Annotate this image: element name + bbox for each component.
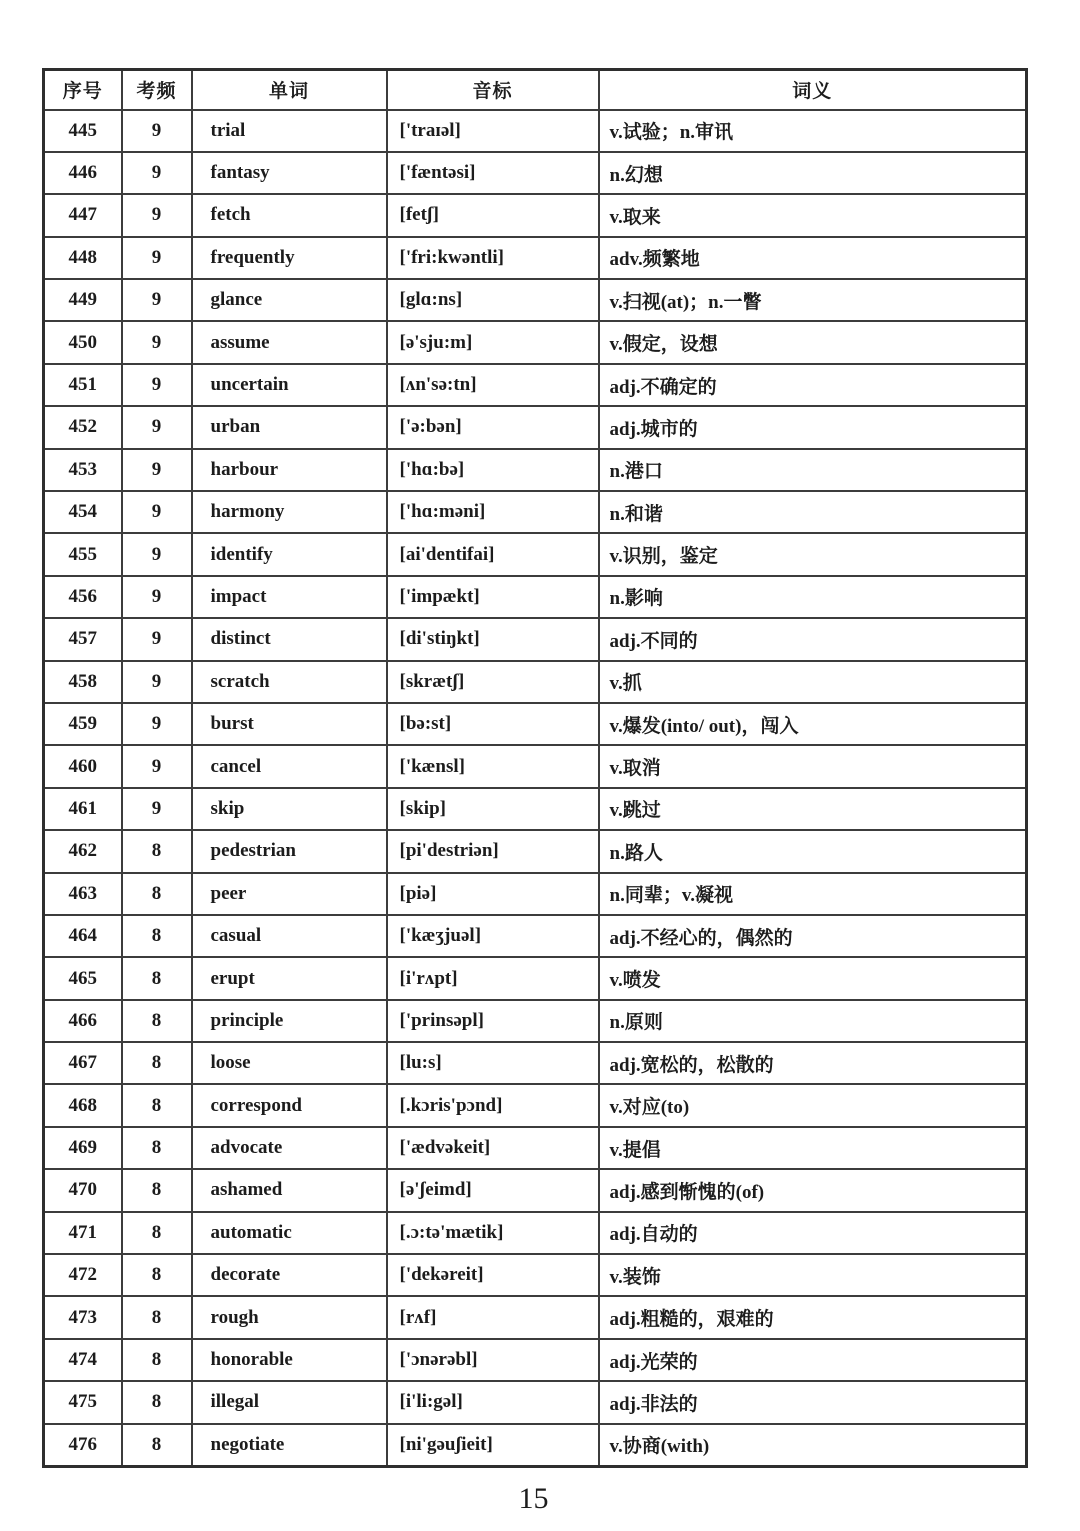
cell-serial-number: 468 xyxy=(44,1084,122,1126)
cell-phonetic: ['kænsl] xyxy=(387,745,599,787)
cell-phonetic: ['dekəreit] xyxy=(387,1254,599,1296)
cell-meaning: v.爆发(into/ out)，闯入 xyxy=(599,703,1027,745)
cell-word: erupt xyxy=(192,957,387,999)
cell-serial-number: 450 xyxy=(44,321,122,363)
cell-word: fetch xyxy=(192,194,387,236)
cell-meaning: adj.粗糙的，艰难的 xyxy=(599,1296,1027,1338)
table-row xyxy=(44,1212,1027,1254)
header-cell-meaning: 词义 xyxy=(599,70,1027,110)
table-row xyxy=(44,745,1027,787)
cell-meaning: n.影响 xyxy=(599,576,1027,618)
cell-meaning: v.识别，鉴定 xyxy=(599,533,1027,575)
cell-serial-number: 471 xyxy=(44,1212,122,1254)
cell-word: identify xyxy=(192,533,387,575)
table-row xyxy=(44,1169,1027,1211)
table-row xyxy=(44,1296,1027,1338)
table-row xyxy=(44,788,1027,830)
cell-meaning: v.扫视(at)；n.一瞥 xyxy=(599,279,1027,321)
cell-phonetic: [i'li:gəl] xyxy=(387,1381,599,1423)
table-row xyxy=(44,321,1027,363)
cell-word: uncertain xyxy=(192,364,387,406)
cell-frequency: 8 xyxy=(122,1127,192,1169)
cell-frequency: 9 xyxy=(122,745,192,787)
cell-frequency: 9 xyxy=(122,661,192,703)
table-row xyxy=(44,449,1027,491)
cell-serial-number: 461 xyxy=(44,788,122,830)
cell-serial-number: 457 xyxy=(44,618,122,660)
cell-frequency: 8 xyxy=(122,1424,192,1466)
cell-frequency: 9 xyxy=(122,110,192,152)
cell-phonetic: [pi'destriən] xyxy=(387,830,599,872)
cell-serial-number: 460 xyxy=(44,745,122,787)
table-row xyxy=(44,1000,1027,1042)
cell-phonetic: [ə'sju:m] xyxy=(387,321,599,363)
cell-phonetic: ['hɑ:bə] xyxy=(387,449,599,491)
cell-serial-number: 453 xyxy=(44,449,122,491)
cell-frequency: 9 xyxy=(122,618,192,660)
cell-word: harmony xyxy=(192,491,387,533)
cell-serial-number: 447 xyxy=(44,194,122,236)
cell-meaning: adj.城市的 xyxy=(599,406,1027,448)
table-row xyxy=(44,618,1027,660)
cell-frequency: 8 xyxy=(122,1296,192,1338)
table-row xyxy=(44,1254,1027,1296)
cell-phonetic: [di'stiŋkt] xyxy=(387,618,599,660)
cell-serial-number: 454 xyxy=(44,491,122,533)
cell-phonetic: ['ə:bən] xyxy=(387,406,599,448)
table-row xyxy=(44,1381,1027,1423)
cell-phonetic: ['ædvəkeit] xyxy=(387,1127,599,1169)
cell-meaning: v.提倡 xyxy=(599,1127,1027,1169)
cell-meaning: v.抓 xyxy=(599,661,1027,703)
header-cell-phonetic: 音标 xyxy=(387,70,599,110)
cell-word: trial xyxy=(192,110,387,152)
cell-serial-number: 462 xyxy=(44,830,122,872)
cell-word: glance xyxy=(192,279,387,321)
cell-phonetic: ['impækt] xyxy=(387,576,599,618)
cell-meaning: adj.不同的 xyxy=(599,618,1027,660)
cell-word: urban xyxy=(192,406,387,448)
cell-serial-number: 458 xyxy=(44,661,122,703)
cell-frequency: 9 xyxy=(122,279,192,321)
cell-frequency: 9 xyxy=(122,576,192,618)
cell-frequency: 8 xyxy=(122,1339,192,1381)
table-row xyxy=(44,1127,1027,1169)
cell-meaning: n.路人 xyxy=(599,830,1027,872)
cell-meaning: adj.光荣的 xyxy=(599,1339,1027,1381)
cell-serial-number: 476 xyxy=(44,1424,122,1466)
table-row xyxy=(44,533,1027,575)
cell-word: casual xyxy=(192,915,387,957)
header-cell-word: 单词 xyxy=(192,70,387,110)
table-row xyxy=(44,491,1027,533)
cell-phonetic: [i'rʌpt] xyxy=(387,957,599,999)
cell-frequency: 8 xyxy=(122,1254,192,1296)
cell-phonetic: ['traɪəl] xyxy=(387,110,599,152)
table-row xyxy=(44,830,1027,872)
cell-phonetic: [piə] xyxy=(387,873,599,915)
cell-meaning: adv.频繁地 xyxy=(599,237,1027,279)
cell-phonetic: ['hɑ:məni] xyxy=(387,491,599,533)
cell-meaning: adj.自动的 xyxy=(599,1212,1027,1254)
cell-serial-number: 452 xyxy=(44,406,122,448)
cell-phonetic: ['kæʒjuəl] xyxy=(387,915,599,957)
cell-meaning: adj.非法的 xyxy=(599,1381,1027,1423)
cell-meaning: adj.不经心的，偶然的 xyxy=(599,915,1027,957)
cell-word: correspond xyxy=(192,1084,387,1126)
cell-phonetic: [ai'dentifai] xyxy=(387,533,599,575)
cell-phonetic: [ʌn'sə:tn] xyxy=(387,364,599,406)
table-row xyxy=(44,406,1027,448)
table-row xyxy=(44,194,1027,236)
table-row xyxy=(44,703,1027,745)
cell-word: assume xyxy=(192,321,387,363)
page-number: 15 xyxy=(518,1482,549,1515)
cell-serial-number: 474 xyxy=(44,1339,122,1381)
cell-word: automatic xyxy=(192,1212,387,1254)
cell-word: honorable xyxy=(192,1339,387,1381)
cell-word: loose xyxy=(192,1042,387,1084)
cell-word: impact xyxy=(192,576,387,618)
cell-word: burst xyxy=(192,703,387,745)
cell-frequency: 8 xyxy=(122,1042,192,1084)
table-row xyxy=(44,1084,1027,1126)
cell-meaning: n.和谐 xyxy=(599,491,1027,533)
cell-frequency: 9 xyxy=(122,491,192,533)
cell-serial-number: 473 xyxy=(44,1296,122,1338)
table-row xyxy=(44,1042,1027,1084)
cell-frequency: 9 xyxy=(122,321,192,363)
cell-word: negotiate xyxy=(192,1424,387,1466)
table-row xyxy=(44,237,1027,279)
cell-meaning: v.协商(with) xyxy=(599,1424,1027,1466)
cell-meaning: n.港口 xyxy=(599,449,1027,491)
cell-phonetic: [ə'ʃeimd] xyxy=(387,1169,599,1211)
header-cell-no: 序号 xyxy=(44,70,122,110)
cell-word: advocate xyxy=(192,1127,387,1169)
table-row xyxy=(44,152,1027,194)
cell-phonetic: [glɑ:ns] xyxy=(387,279,599,321)
cell-meaning: adj.宽松的，松散的 xyxy=(599,1042,1027,1084)
cell-word: skip xyxy=(192,788,387,830)
cell-serial-number: 449 xyxy=(44,279,122,321)
cell-serial-number: 466 xyxy=(44,1000,122,1042)
cell-meaning: adj.感到惭愧的(of) xyxy=(599,1169,1027,1211)
table-row xyxy=(44,957,1027,999)
cell-frequency: 9 xyxy=(122,237,192,279)
cell-word: fantasy xyxy=(192,152,387,194)
cell-frequency: 9 xyxy=(122,703,192,745)
cell-frequency: 9 xyxy=(122,364,192,406)
table-row xyxy=(44,873,1027,915)
cell-serial-number: 472 xyxy=(44,1254,122,1296)
table-row xyxy=(44,576,1027,618)
cell-word: ashamed xyxy=(192,1169,387,1211)
cell-serial-number: 467 xyxy=(44,1042,122,1084)
cell-serial-number: 451 xyxy=(44,364,122,406)
cell-meaning: v.喷发 xyxy=(599,957,1027,999)
cell-frequency: 9 xyxy=(122,194,192,236)
table-row xyxy=(44,1424,1027,1466)
cell-meaning: v.试验；n.审讯 xyxy=(599,110,1027,152)
cell-word: decorate xyxy=(192,1254,387,1296)
cell-phonetic: [lu:s] xyxy=(387,1042,599,1084)
table-body xyxy=(44,110,1027,1467)
cell-phonetic: ['fæntəsi] xyxy=(387,152,599,194)
cell-phonetic: [bə:st] xyxy=(387,703,599,745)
cell-frequency: 8 xyxy=(122,1000,192,1042)
cell-frequency: 9 xyxy=(122,788,192,830)
cell-serial-number: 445 xyxy=(44,110,122,152)
cell-word: harbour xyxy=(192,449,387,491)
cell-phonetic: [fetʃ] xyxy=(387,194,599,236)
cell-serial-number: 463 xyxy=(44,873,122,915)
cell-serial-number: 469 xyxy=(44,1127,122,1169)
table-row xyxy=(44,279,1027,321)
cell-phonetic: [.kɔris'pɔnd] xyxy=(387,1084,599,1126)
table-row xyxy=(44,1339,1027,1381)
cell-frequency: 8 xyxy=(122,957,192,999)
cell-frequency: 8 xyxy=(122,1084,192,1126)
cell-phonetic: [skrætʃ] xyxy=(387,661,599,703)
cell-word: scratch xyxy=(192,661,387,703)
cell-serial-number: 464 xyxy=(44,915,122,957)
cell-phonetic: [rʌf] xyxy=(387,1296,599,1338)
cell-frequency: 8 xyxy=(122,1381,192,1423)
cell-frequency: 8 xyxy=(122,873,192,915)
cell-word: peer xyxy=(192,873,387,915)
cell-meaning: v.对应(to) xyxy=(599,1084,1027,1126)
table-row xyxy=(44,915,1027,957)
cell-word: distinct xyxy=(192,618,387,660)
cell-meaning: adj.不确定的 xyxy=(599,364,1027,406)
vocab-table xyxy=(42,68,1028,1468)
cell-meaning: v.跳过 xyxy=(599,788,1027,830)
cell-word: cancel xyxy=(192,745,387,787)
cell-meaning: n.原则 xyxy=(599,1000,1027,1042)
cell-serial-number: 459 xyxy=(44,703,122,745)
cell-meaning: v.装饰 xyxy=(599,1254,1027,1296)
cell-meaning: v.取来 xyxy=(599,194,1027,236)
cell-frequency: 8 xyxy=(122,1169,192,1211)
cell-serial-number: 465 xyxy=(44,957,122,999)
cell-meaning: v.取消 xyxy=(599,745,1027,787)
cell-word: frequently xyxy=(192,237,387,279)
cell-meaning: n.幻想 xyxy=(599,152,1027,194)
cell-serial-number: 448 xyxy=(44,237,122,279)
cell-serial-number: 446 xyxy=(44,152,122,194)
table-row xyxy=(44,110,1027,152)
cell-frequency: 8 xyxy=(122,830,192,872)
cell-serial-number: 470 xyxy=(44,1169,122,1211)
cell-phonetic: [ni'gəuʃieit] xyxy=(387,1424,599,1466)
cell-word: illegal xyxy=(192,1381,387,1423)
cell-phonetic: ['fri:kwəntli] xyxy=(387,237,599,279)
cell-word: principle xyxy=(192,1000,387,1042)
cell-serial-number: 475 xyxy=(44,1381,122,1423)
cell-word: rough xyxy=(192,1296,387,1338)
header-row xyxy=(44,70,1027,110)
cell-phonetic: [skip] xyxy=(387,788,599,830)
cell-serial-number: 456 xyxy=(44,576,122,618)
table-row xyxy=(44,364,1027,406)
cell-phonetic: ['ɔnərəbl] xyxy=(387,1339,599,1381)
cell-frequency: 8 xyxy=(122,915,192,957)
cell-frequency: 9 xyxy=(122,152,192,194)
cell-word: pedestrian xyxy=(192,830,387,872)
cell-frequency: 9 xyxy=(122,533,192,575)
cell-frequency: 9 xyxy=(122,449,192,491)
cell-meaning: v.假定，设想 xyxy=(599,321,1027,363)
cell-phonetic: [.ɔ:tə'mætik] xyxy=(387,1212,599,1254)
cell-frequency: 8 xyxy=(122,1212,192,1254)
cell-frequency: 9 xyxy=(122,406,192,448)
header-cell-freq: 考频 xyxy=(122,70,192,110)
cell-meaning: n.同辈；v.凝视 xyxy=(599,873,1027,915)
cell-serial-number: 455 xyxy=(44,533,122,575)
table-row xyxy=(44,661,1027,703)
cell-phonetic: ['prinsəpl] xyxy=(387,1000,599,1042)
